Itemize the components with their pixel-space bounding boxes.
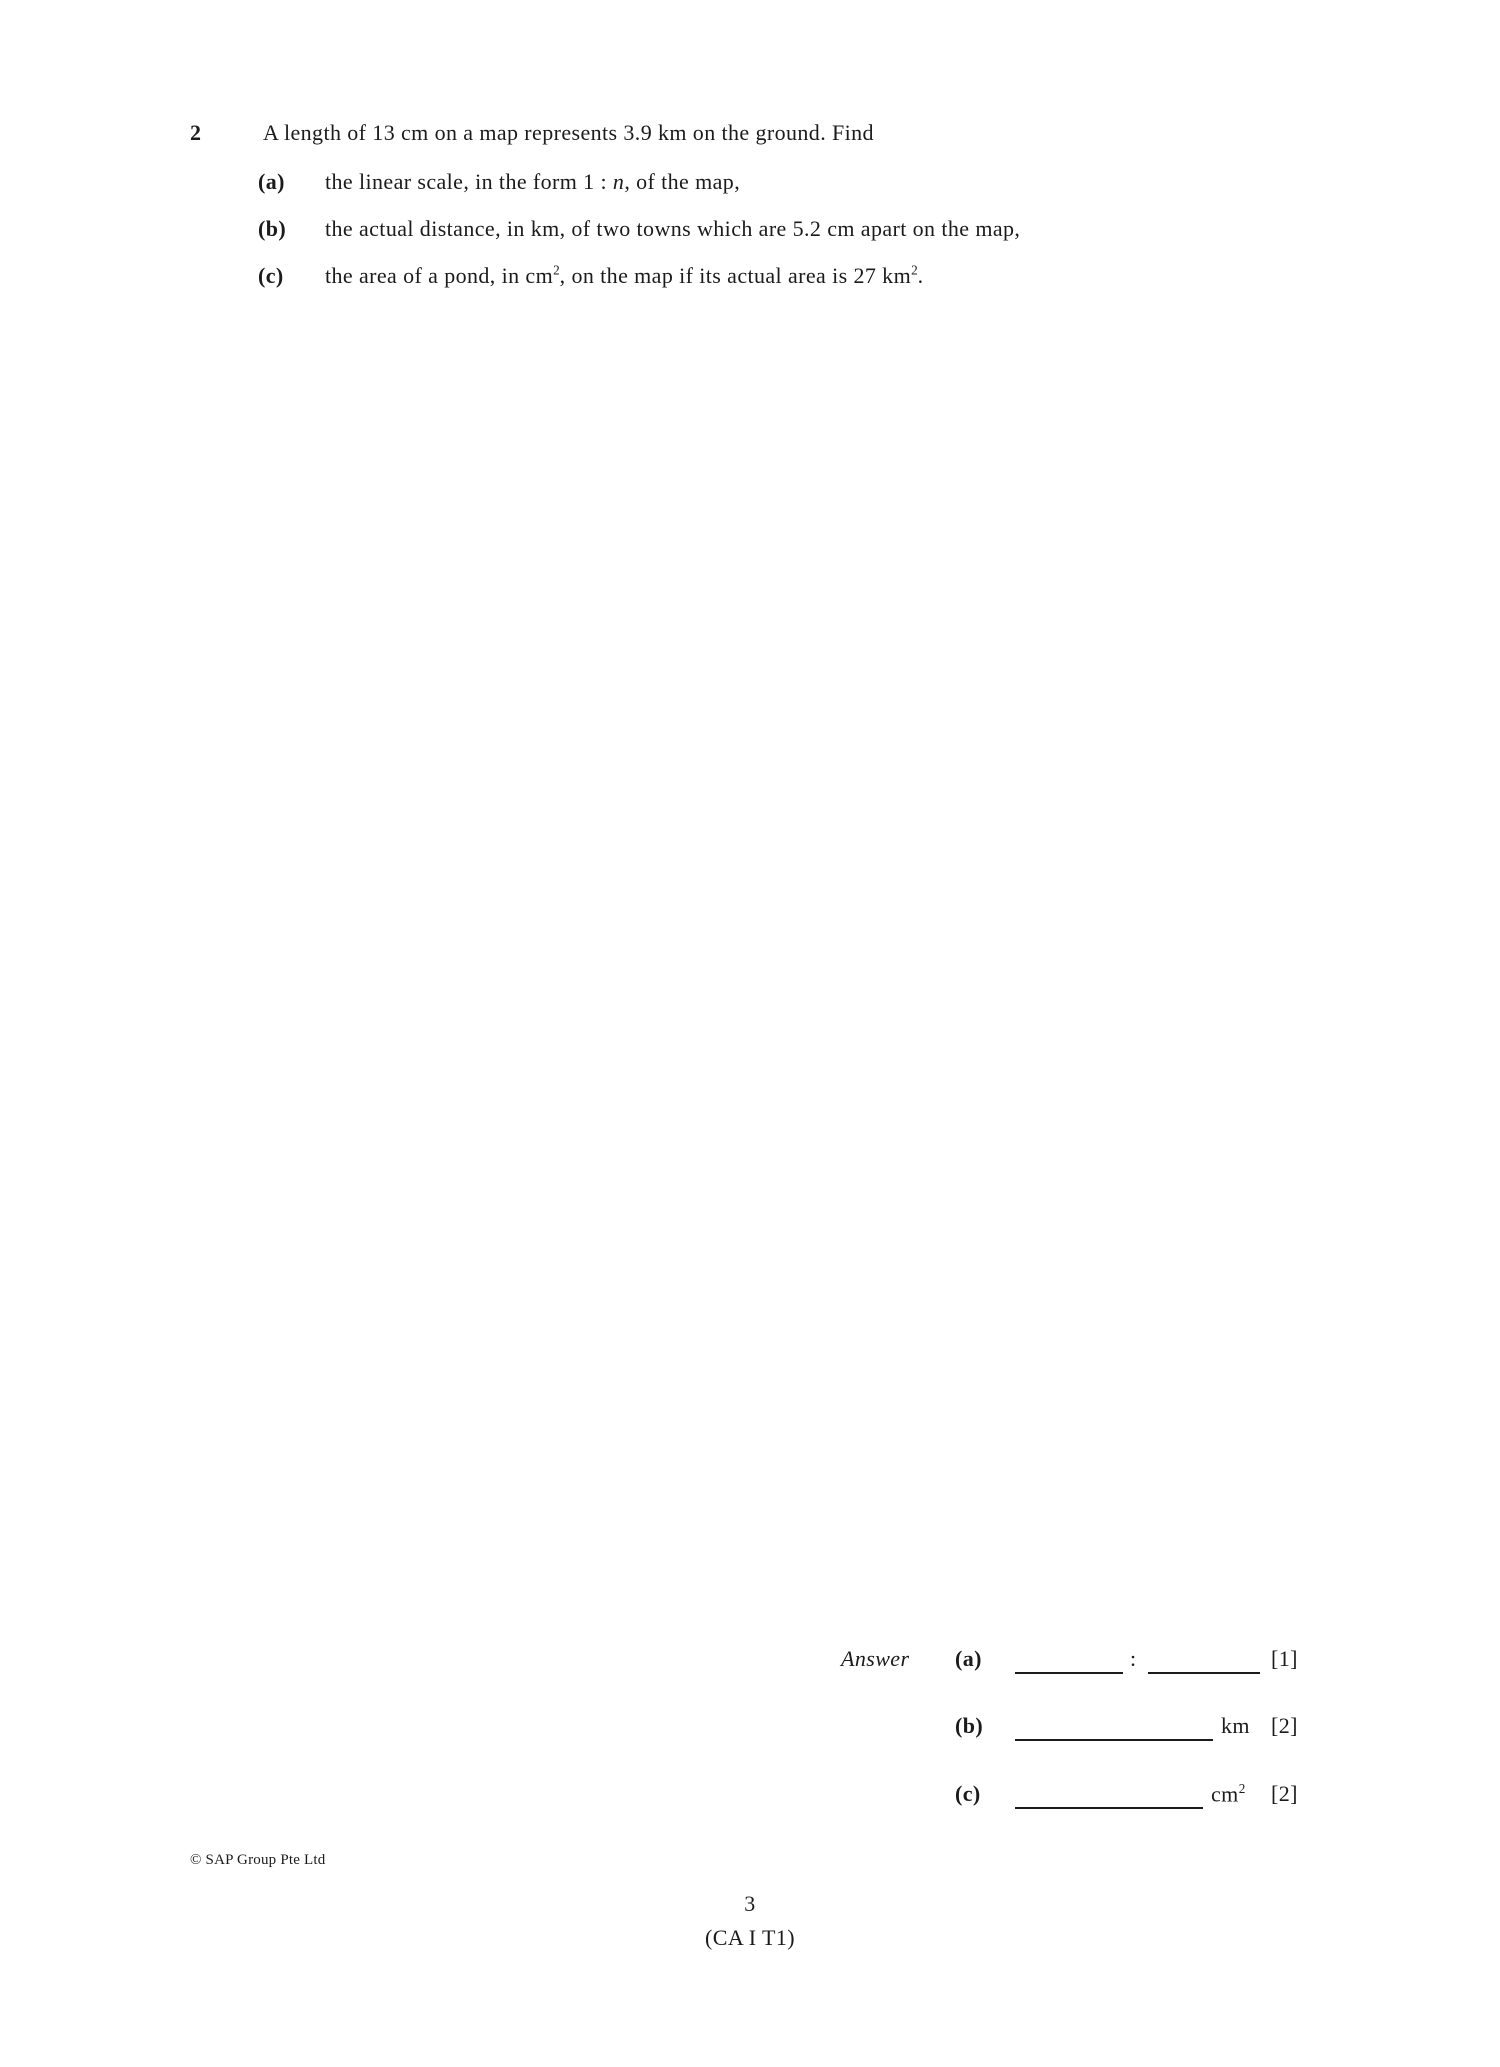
part-c-text-3: .	[917, 263, 924, 289]
answer-row-c	[0, 1781, 1500, 1815]
question-part-c	[258, 263, 924, 289]
part-c-superscript-2: 2	[911, 263, 918, 278]
part-a-text-after: , of the map,	[624, 169, 741, 194]
answer-c-unit-superscript: 2	[1238, 1781, 1246, 1796]
answer-a-part-label: (a)	[955, 1646, 982, 1671]
part-c-text	[325, 263, 924, 288]
part-a-text-before: the linear scale, in the form 1 :	[325, 169, 613, 194]
answer-c-unit-base: cm	[1211, 1781, 1239, 1807]
answer-blank-a-right[interactable]	[1148, 1646, 1260, 1674]
question-2-intro-row	[190, 120, 874, 146]
answer-c-marks: [2]	[1271, 1781, 1298, 1806]
answer-c-unit	[1211, 1781, 1245, 1807]
answer-c-part-label: (c)	[955, 1781, 981, 1806]
part-a-label: (a)	[258, 169, 285, 194]
answer-blank-a-left[interactable]	[1015, 1646, 1123, 1674]
page-number: 3	[744, 1891, 756, 1916]
part-b-label: (b)	[258, 216, 287, 241]
part-c-text-1: the area of a pond, in cm	[325, 263, 554, 289]
part-a-variable-n: n	[612, 169, 625, 194]
question-part-b	[258, 216, 1020, 242]
answer-a-separator-colon: :	[1130, 1646, 1137, 1671]
answer-label: Answer	[841, 1646, 910, 1671]
question-intro-text: A length of 13 cm on a map represents 3.9 km on the ground. Find	[263, 120, 874, 145]
part-a-text	[325, 169, 740, 194]
answer-b-unit: km	[1221, 1713, 1250, 1738]
part-c-label: (c)	[258, 263, 284, 289]
part-c-superscript-1: 2	[553, 263, 560, 278]
answer-row-b	[0, 1713, 1500, 1747]
answer-blank-c[interactable]	[1015, 1781, 1203, 1809]
question-part-a	[258, 169, 740, 195]
part-c-text-2: , on the map if its actual area is 27 km	[559, 263, 912, 289]
question-number: 2	[190, 120, 202, 145]
answer-row-a	[0, 1646, 1500, 1680]
answer-b-part-label: (b)	[955, 1713, 984, 1738]
answer-b-marks: [2]	[1271, 1713, 1298, 1738]
answer-a-marks: [1]	[1271, 1646, 1298, 1671]
copyright-notice: © SAP Group Pte Ltd	[190, 1852, 326, 1868]
paper-code: (CA I T1)	[705, 1925, 795, 1950]
part-b-text: the actual distance, in km, of two towns which are 5.2 cm apart on the map,	[325, 216, 1021, 241]
answer-blank-b[interactable]	[1015, 1713, 1213, 1741]
